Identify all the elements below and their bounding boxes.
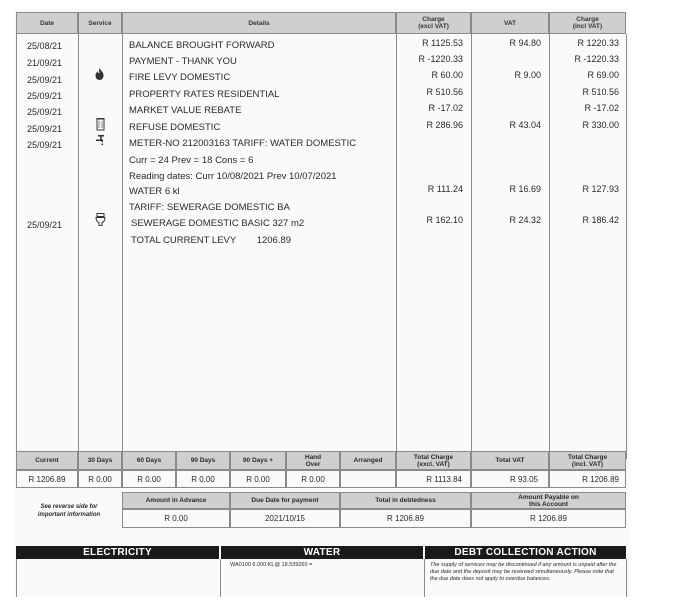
aging-header: Total Charge (excl. VAT) [396,451,471,470]
summary-header: Total in debtedness [340,492,471,509]
body-border-right [626,34,627,459]
aging-header: Current [16,451,78,470]
row-total: R -1220.33 [574,54,619,64]
row-charge: R -1220.33 [418,54,463,64]
sewerage-vat: R 24.32 [509,215,541,225]
water-consumption: Curr = 24 Prev = 18 Cons = 6 [129,155,254,166]
summary-header: Amount in Advance [122,492,230,509]
row-charge: R 510.56 [426,87,463,97]
aging-header: Arranged [340,451,396,470]
water-tap-icon [95,134,107,149]
row-total: R 510.56 [582,87,619,97]
total-current-levy [131,235,291,246]
debt-collection-text: The supply of services may be discontinued if any amount is unpaid after the due date and the deposit may be reviewed simultaneously. Please note that the due date does not apply to overdue balances. [430,562,617,582]
aging-value [340,470,396,488]
amount-in-advance-value: R 0.00 [122,509,230,528]
row-charge: R 1125.53 [422,38,463,48]
body-divider [122,34,123,459]
footer-divider [220,559,221,597]
aging-value: R 0.00 [286,470,340,488]
aging-header: 60 Days [122,451,176,470]
body-border-left [16,34,17,459]
row-detail: FIRE LEVY DOMESTIC [129,72,231,83]
row-date: 25/08/21 [27,41,63,51]
due-date-value: 2021/10/15 [230,509,340,528]
aging-header: 30 Days [78,451,122,470]
aging-header: 90 Days + [230,451,286,470]
row-detail: MARKET VALUE REBATE [129,105,242,116]
sewerage-total: R 186.42 [582,215,619,225]
sewerage-charge: R 162.10 [426,215,463,225]
row-total: R 69.00 [587,70,619,80]
row-detail: PROPERTY RATES RESIDENTIAL [129,89,280,100]
row-total: R 1220.33 [577,38,619,48]
row-date: 25/09/21 [27,91,63,101]
footer-border [16,559,17,597]
aging-value: R 1206.89 [549,470,626,488]
header-charge-excl: Charge (excl VAT) [396,12,471,34]
row-charge: R 286.96 [426,120,463,130]
total-current-levy-value: 1206.89 [256,235,292,246]
footer-border [626,559,627,597]
debt-collection-bar: DEBT COLLECTION ACTION [425,546,626,559]
amount-payable-value: R 1206.89 [471,509,626,528]
aging-value: R 1206.89 [16,470,78,488]
aging-header: Hand Over [286,451,340,470]
fire-icon [94,67,105,84]
aging-value: R 93.05 [471,470,549,488]
row-detail: PAYMENT - THANK YOU [129,56,237,67]
water-charge: R 111.24 [427,184,463,194]
header-vat: VAT [471,12,549,34]
aging-value: R 0.00 [230,470,286,488]
row-detail: METER-NO 212003163 TARIFF: WATER DOMESTIC [129,138,357,149]
aging-value: R 1113.84 [396,470,471,488]
aging-header: Total Charge (incl. VAT) [549,451,626,470]
row-vat: R 94.80 [509,38,541,48]
header-charge-incl: Charge (incl VAT) [549,12,626,34]
summary-header: Due Date for payment [230,492,340,509]
row-date: 25/09/21 [27,75,63,85]
water-footer-detail: WA0100 6.000 KL@ 18.539260 = [230,562,313,568]
header-date: Date [16,12,78,34]
row-total: R 330.00 [582,120,619,130]
aging-value: R 0.00 [78,470,122,488]
row-total: R -17.02 [584,103,619,113]
body-divider [471,34,472,459]
row-date: 25/09/21 [27,140,63,150]
row-vat: R 9.00 [514,70,541,80]
row-date: 21/09/21 [27,58,63,68]
row-charge: R 60.00 [431,70,463,80]
reverse-side-note: See reverse side for important information [37,504,101,518]
body-divider [549,34,550,459]
statement-sheet [14,9,630,597]
row-charge: R -17.02 [428,103,463,113]
water-vat: R 16.69 [509,184,541,194]
header-service: Service [78,12,122,34]
row-detail: BALANCE BROUGHT FORWARD [129,40,275,51]
aging-header: 90 Days [176,451,230,470]
toilet-icon [95,213,106,229]
header-details: Details [122,12,396,34]
total-indebtedness-value: R 1206.89 [340,509,471,528]
footer-divider [424,559,425,597]
aging-value: R 0.00 [176,470,230,488]
water-reading-dates: Reading dates: Curr 10/08/2021 Prev 10/07/2021 [129,171,337,182]
electricity-bar: ELECTRICITY [16,546,219,559]
row-date: 25/09/21 [27,107,63,117]
aging-header: Total VAT [471,451,549,470]
water-line: WATER 6 kl [129,186,180,197]
row-date: 25/09/21 [27,124,63,134]
sewerage-tariff: TARIFF: SEWERAGE DOMESTIC BA [129,202,290,213]
sewerage-line: SEWERAGE DOMESTIC BASIC 327 m2 [131,218,305,229]
row-vat: R 43.04 [509,120,541,130]
total-current-levy-label: TOTAL CURRENT LEVY [131,235,237,246]
row-detail: REFUSE DOMESTIC [129,122,221,133]
water-total: R 127.93 [582,184,619,194]
row-date: 25/09/21 [27,220,63,230]
refuse-bin-icon [96,117,105,134]
aging-value: R 0.00 [122,470,176,488]
body-divider [396,34,397,459]
water-bar: WATER [221,546,423,559]
summary-header: Amount Payable on this Account [471,492,626,509]
